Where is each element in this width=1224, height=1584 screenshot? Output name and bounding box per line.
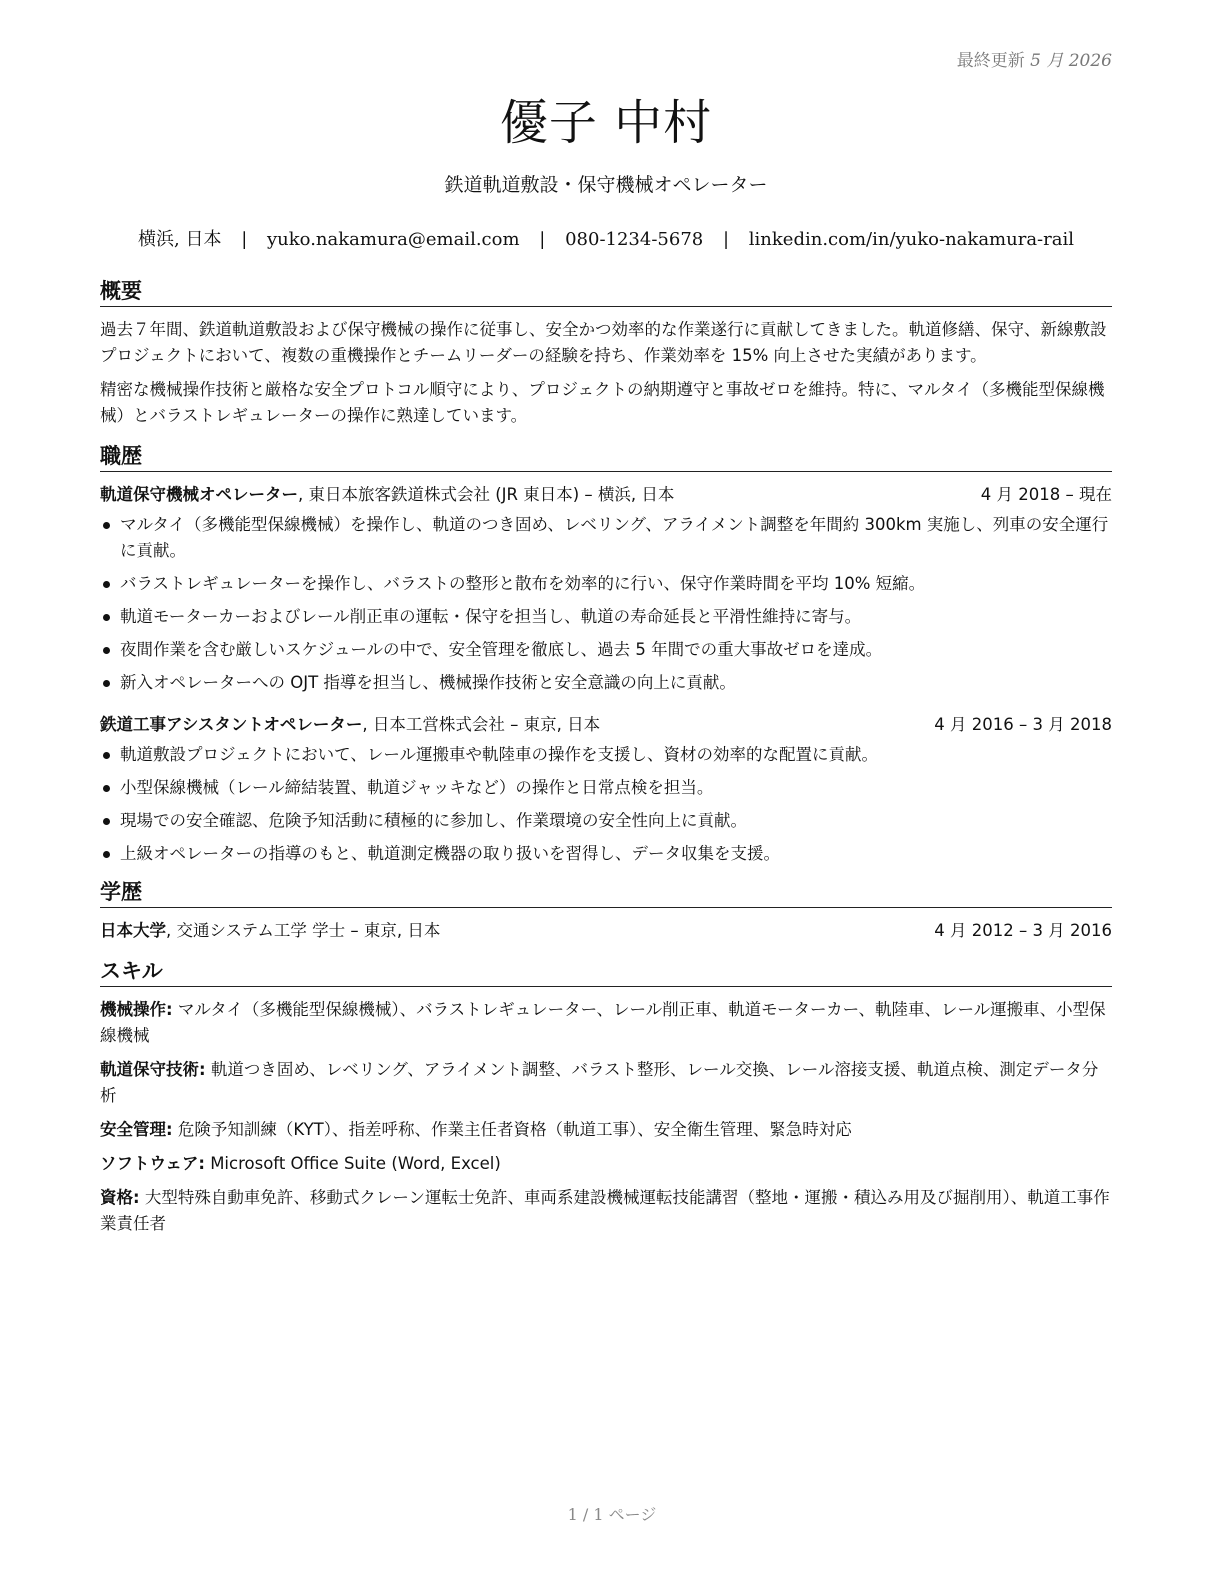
job-title: 軌道保守機械オペレーター [100,485,298,504]
skill-text: Microsoft Office Suite (Word, Excel) [204,1154,501,1173]
job-role-org [100,712,600,738]
job-bullet: バラストレギュレーターを操作し、バラストの整形と散布を効率的に行い、保守作業時間を平均 10% 短縮。 [100,571,1112,597]
contact-separator: | [241,229,248,250]
education-school-detail [100,918,440,944]
job-bullet: 軌道モーターカーおよびレール削正車の運転・保守を担当し、軌道の寿命延長と平滑性維持に寄与。 [100,604,1112,630]
skill-label: 軌道保守技術: [100,1060,206,1079]
experience-heading: 職歴 [100,443,1112,472]
skill-label: ソフトウェア: [100,1154,205,1173]
job-header [100,712,1112,738]
contact-linkedin[interactable]: linkedin.com/in/yuko-nakamura-rail [748,229,1074,250]
skill-item [100,1117,1112,1143]
job-dates: 4 月 2016 – 3 月 2018 [934,715,1112,734]
skill-text: マルタイ（多機能型保線機械）、バラストレギュレーター、レール削正車、軌道モーターカー、軌陸車、レール運搬車、小型保線機械 [100,1000,1106,1045]
page-indicator: 1 / 1 ページ [567,1505,657,1524]
job-title: 鉄道工事アシスタントオペレーター [100,715,363,734]
job-entry [100,482,1112,696]
summary-paragraph: 過去７年間、鉄道軌道敷設および保守機械の操作に従事し、安全かつ効率的な作業遂行に貢献してきました。軌道修繕、保守、新線敷設プロジェクトにおいて、複数の重機操作とチームリーダーの経験を持ち、作業効率を 15% 向上させた実績があります。 [100,320,1107,365]
skill-text: 大型特殊自動車免許、移動式クレーン運転士免許、車両系建設機械運転技能講習（整地・運搬・積込み用及び掘削用）、軌道工事作業責任者 [100,1188,1110,1233]
job-bullets [100,742,1112,867]
resume-body [100,278,1112,1245]
summary-heading: 概要 [100,278,1112,307]
candidate-job-title: 鉄道軌道敷設・保守機械オペレーター [444,174,768,196]
education-heading: 学歴 [100,879,1112,908]
education-section [100,879,1112,944]
job-organization: , 日本工営株式会社 – 東京, 日本 [362,715,601,734]
job-bullet: 軌道敷設プロジェクトにおいて、レール運搬車や軌陸車の操作を支援し、資材の効率的な配置に貢献。 [100,742,1112,768]
education-dates: 4 月 2012 – 3 月 2016 [934,921,1112,940]
skills-heading: スキル [100,958,1112,987]
skill-item [100,1151,1112,1177]
job-bullet: 新入オペレーターへの OJT 指導を担当し、機械操作技術と安全意識の向上に貢献。 [100,670,1112,696]
last-updated-date: 5 月 2026 [1030,51,1112,71]
candidate-name: 優子 中村 [499,95,713,151]
last-updated [957,46,1112,71]
job-bullet: 上級オペレーターの指導のもと、軌道測定機器の取り扱いを習得し、データ収集を支援。 [100,841,1112,867]
contact-phone[interactable]: 080-1234-5678 [565,229,704,250]
education-degree: , 交通システム工学 学士 – 東京, 日本 [166,921,441,940]
skill-label: 安全管理: [100,1120,173,1139]
contact-email[interactable]: yuko.nakamura@email.com [267,229,520,250]
skills-section [100,958,1112,1237]
summary-paragraph: 精密な機械操作技術と厳格な安全プロトコル順守により、プロジェクトの納期遵守と事故ゼロを維持。特に、マルタイ（多機能型保線機械）とバラストレギュレーターの操作に熟達しています。 [100,380,1105,425]
job-role-org [100,482,674,508]
job-bullet: 夜間作業を含む厳しいスケジュールの中で、安全管理を徹底し、過去 5 年間での重大事故ゼロを達成。 [100,637,1112,663]
skill-label: 資格: [100,1188,140,1207]
job-bullet: 小型保線機械（レール締結装置、軌道ジャッキなど）の操作と日常点検を担当。 [100,775,1112,801]
summary-section [100,278,1112,429]
skill-text: 軌道つき固め、レベリング、アライメント調整、バラスト整形、レール交換、レール溶接支援、軌道点検、測定データ分析 [100,1060,1099,1105]
skill-label: 機械操作: [100,1000,173,1019]
skill-item [100,1057,1112,1109]
last-updated-label: 最終更新 [956,51,1025,71]
job-organization: , 東日本旅客鉄道株式会社 (JR 東日本) – 横浜, 日本 [298,485,675,504]
job-bullet: マルタイ（多機能型保線機械）を操作し、軌道のつき固め、レベリング、アライメント調整を年間約 300km 実施し、列車の安全運行に貢献。 [100,512,1112,564]
contact-location: 横浜, 日本 [138,229,222,250]
job-header [100,482,1112,508]
skill-item [100,997,1112,1049]
experience-section [100,443,1112,867]
skill-text: 危険予知訓練（KYT）、指差呼称、作業主任者資格（軌道工事）、安全衛生管理、緊急時対応 [172,1120,852,1139]
job-bullet: 現場での安全確認、危険予知活動に積極的に参加し、作業環境の安全性向上に貢献。 [100,808,1112,834]
job-bullets [100,512,1112,696]
education-entry [100,918,1112,944]
contact-separator: | [722,229,730,250]
job-entry [100,712,1112,867]
contact-line [100,225,1112,251]
job-dates: 4 月 2018 – 現在 [980,485,1112,504]
education-school: 日本大学 [100,921,166,940]
contact-separator: | [539,229,546,250]
skill-item [100,1185,1112,1237]
